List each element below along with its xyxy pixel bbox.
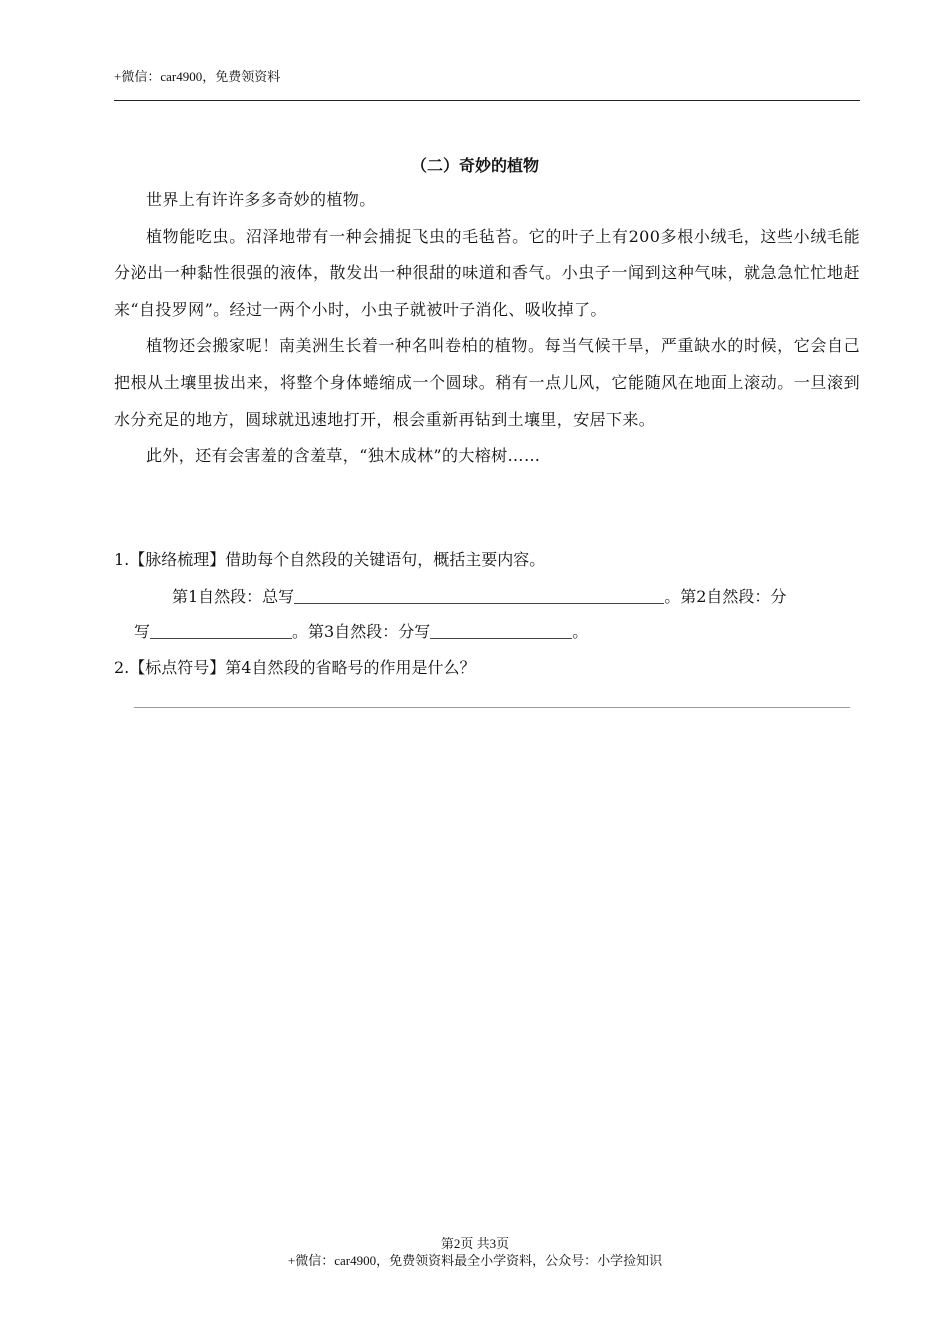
- section-title: （二）奇妙的植物: [410, 156, 539, 175]
- question-2-prompt: 2.【标点符号】第4自然段的省略号的作用是什么？: [114, 658, 476, 677]
- paragraph-2-answer-blank[interactable]: [150, 622, 292, 639]
- paragraph-2-label-cont: 写: [134, 622, 151, 641]
- question-1-prompt: 1.【脉络梳理】借助每个自然段的关键语句，概括主要内容。: [114, 550, 546, 569]
- question-1-fill-line-1: [172, 584, 786, 607]
- question-2-answer-line[interactable]: [134, 707, 850, 708]
- header-note: +微信：car4900，免费领资料: [114, 69, 281, 84]
- header-divider: [114, 100, 860, 101]
- footer-note: +微信：car4900，免费领资料最全小学资料，公众号：小学捡知识: [287, 1253, 663, 1268]
- reading-passage: [114, 182, 860, 475]
- paragraph-2-label: 。第2自然段：分: [664, 587, 787, 606]
- passage-paragraph-2: 植物能吃虫。沼泽地带有一种会捕捉飞虫的毛毡苔。它的叶子上有200多根小绒毛，这些小绒毛能分泌出一种黏性很强的液体，散发出一种很甜的味道和香气。小虫子一闻到这种气味，就急急忙忙地赶来“自投罗网”。经过一两个小时，小虫子就被叶子消化、吸收掉了。: [114, 226, 860, 319]
- paragraph-3-label: 。第3自然段：分写: [292, 622, 431, 641]
- passage-paragraph-4: 此外，还有会害羞的含羞草，“独木成林”的大榕树……: [146, 446, 541, 466]
- paragraph-1-answer-blank[interactable]: [294, 587, 664, 604]
- paragraph-1-label: 第1自然段：总写: [172, 587, 295, 606]
- passage-paragraph-3: 植物还会搬家呢！南美洲生长着一种名叫卷柏的植物。每当气候干旱，严重缺水的时候，它会自己把根从土壤里拔出来，将整个身体蜷缩成一个圆球。稍有一点儿风，它能随风在地面上滚动。一旦滚到水分充足的地方，圆球就迅速地打开，根会重新再钻到土壤里，安居下来。: [114, 336, 860, 429]
- paragraph-3-answer-blank[interactable]: [430, 622, 572, 639]
- question-1-end-mark: 。: [572, 622, 589, 641]
- page-number: 第2页 共3页: [440, 1236, 510, 1251]
- passage-paragraph-1: 世界上有许许多多奇妙的植物。: [146, 190, 376, 209]
- question-1-fill-line-2: [134, 619, 588, 642]
